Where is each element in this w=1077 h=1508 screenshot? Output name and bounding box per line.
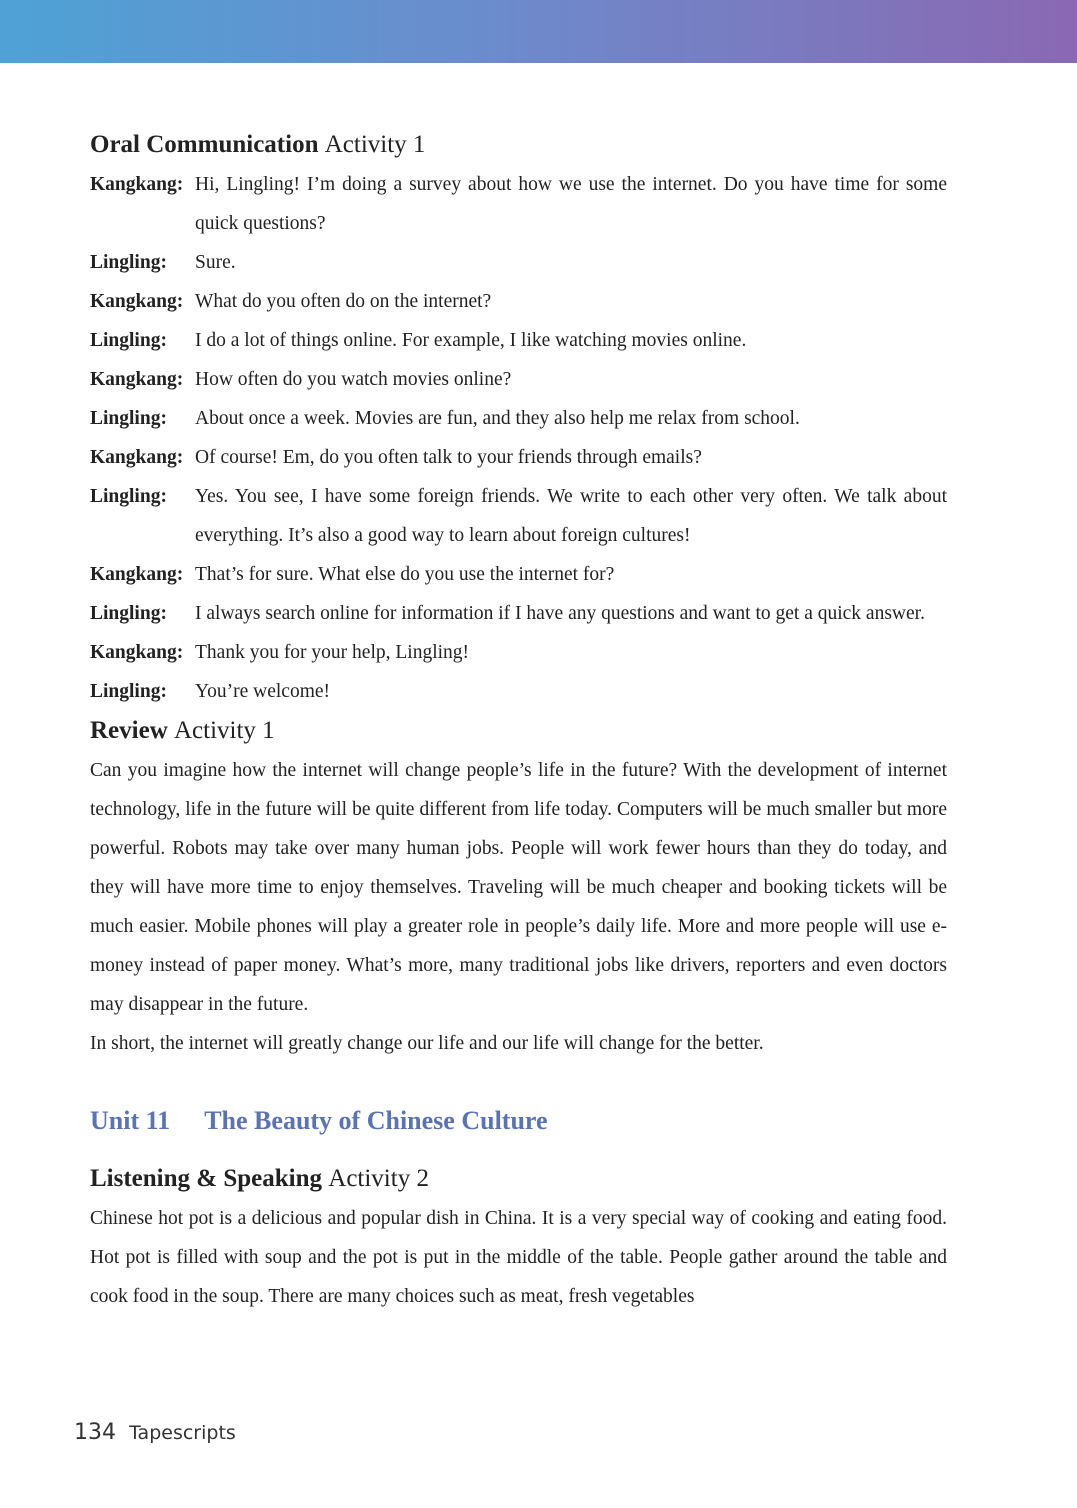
unit-number: Unit 11 (90, 1106, 171, 1135)
heading-activity: Activity 2 (328, 1165, 429, 1192)
unit-name: The Beauty of Chinese Culture (204, 1106, 548, 1135)
unit-title (90, 1101, 947, 1141)
dialogue-line (90, 282, 947, 321)
speaker-name: Kangkang: (90, 291, 184, 312)
speaker-name: Kangkang: (90, 564, 184, 585)
speaker-name: Lingling: (90, 252, 167, 273)
speaker-name: Kangkang: (90, 369, 184, 390)
dialogue (90, 165, 947, 711)
header-gradient-band (0, 0, 1077, 63)
dialogue-line (90, 165, 947, 243)
speech-text: Of course! Em, do you often talk to your friends through emails? (195, 447, 702, 468)
speech-text: I do a lot of things online. For example, I like watching movies online. (195, 330, 747, 351)
review-heading (90, 711, 947, 751)
heading-bold: Oral Communication (90, 131, 319, 158)
review-paragraph: In short, the internet will greatly change our life and our life will change for the better. (90, 1033, 764, 1054)
dialogue-line (90, 594, 947, 633)
heading-bold: Review (90, 717, 168, 744)
speech-text: That’s for sure. What else do you use the internet for? (195, 564, 615, 585)
speech-text: I always search online for information if I have any questions and want to get a quick answer. (195, 603, 925, 624)
page-number: 134 (74, 1420, 116, 1445)
speaker-name: Kangkang: (90, 174, 184, 195)
speaker-name: Lingling: (90, 408, 167, 429)
speech-text: What do you often do on the internet? (195, 291, 492, 312)
speaker-name: Kangkang: (90, 642, 184, 663)
dialogue-line (90, 321, 947, 360)
heading-bold: Listening & Speaking (90, 1165, 323, 1192)
page-content (90, 125, 947, 1316)
speech-text: Yes. You see, I have some foreign friends. We write to each other very often. We talk about everything. It’s also a good way to learn about foreign cultures! (195, 486, 947, 546)
section-name: Tapescripts (129, 1422, 236, 1444)
speech-text: Thank you for your help, Lingling! (195, 642, 470, 663)
speaker-name: Kangkang: (90, 447, 184, 468)
dialogue-line (90, 360, 947, 399)
listening-paragraph: Chinese hot pot is a delicious and popular dish in China. It is a very special way of cooking and eating food. Hot pot is filled with soup and the pot is put in the middle of the table. People gather around the table and cook food in the soup. There are many choices such as meat, fresh vegetables (90, 1208, 947, 1307)
heading-activity: Activity 1 (174, 717, 275, 744)
dialogue-line (90, 438, 947, 477)
speaker-name: Lingling: (90, 486, 167, 507)
speech-text: About once a week. Movies are fun, and they also help me relax from school. (195, 408, 800, 429)
listening-speaking-heading (90, 1159, 947, 1199)
dialogue-line (90, 633, 947, 672)
dialogue-line (90, 243, 947, 282)
speech-text: You’re welcome! (195, 681, 331, 702)
speech-text: How often do you watch movies online? (195, 369, 512, 390)
review-paragraph: Can you imagine how the internet will change people’s life in the future? With the development of internet technology, life in the future will be quite different from life today. Computers will be much smaller but more powerful. Robots may take over many human jobs. People will work fewer hours than they do today, and they will have more time to enjoy themselves. Traveling will be much cheaper and booking tickets will be much easier. Mobile phones will play a greater role in people’s daily life. More and more people will use e-money instead of paper money. What’s more, many traditional jobs like drivers, reporters and even doctors may disappear in the future. (90, 760, 947, 1015)
dialogue-line (90, 555, 947, 594)
page-footer (74, 1420, 236, 1445)
speaker-name: Lingling: (90, 681, 167, 702)
dialogue-line (90, 672, 947, 711)
speech-text: Sure. (195, 252, 236, 273)
dialogue-line (90, 399, 947, 438)
speaker-name: Lingling: (90, 603, 167, 624)
speech-text: Hi, Lingling! I’m doing a survey about how we use the internet. Do you have time for some quick questions? (195, 174, 947, 234)
heading-activity: Activity 1 (324, 131, 426, 158)
dialogue-line (90, 477, 947, 555)
speaker-name: Lingling: (90, 330, 167, 351)
oral-communication-heading (90, 125, 947, 165)
